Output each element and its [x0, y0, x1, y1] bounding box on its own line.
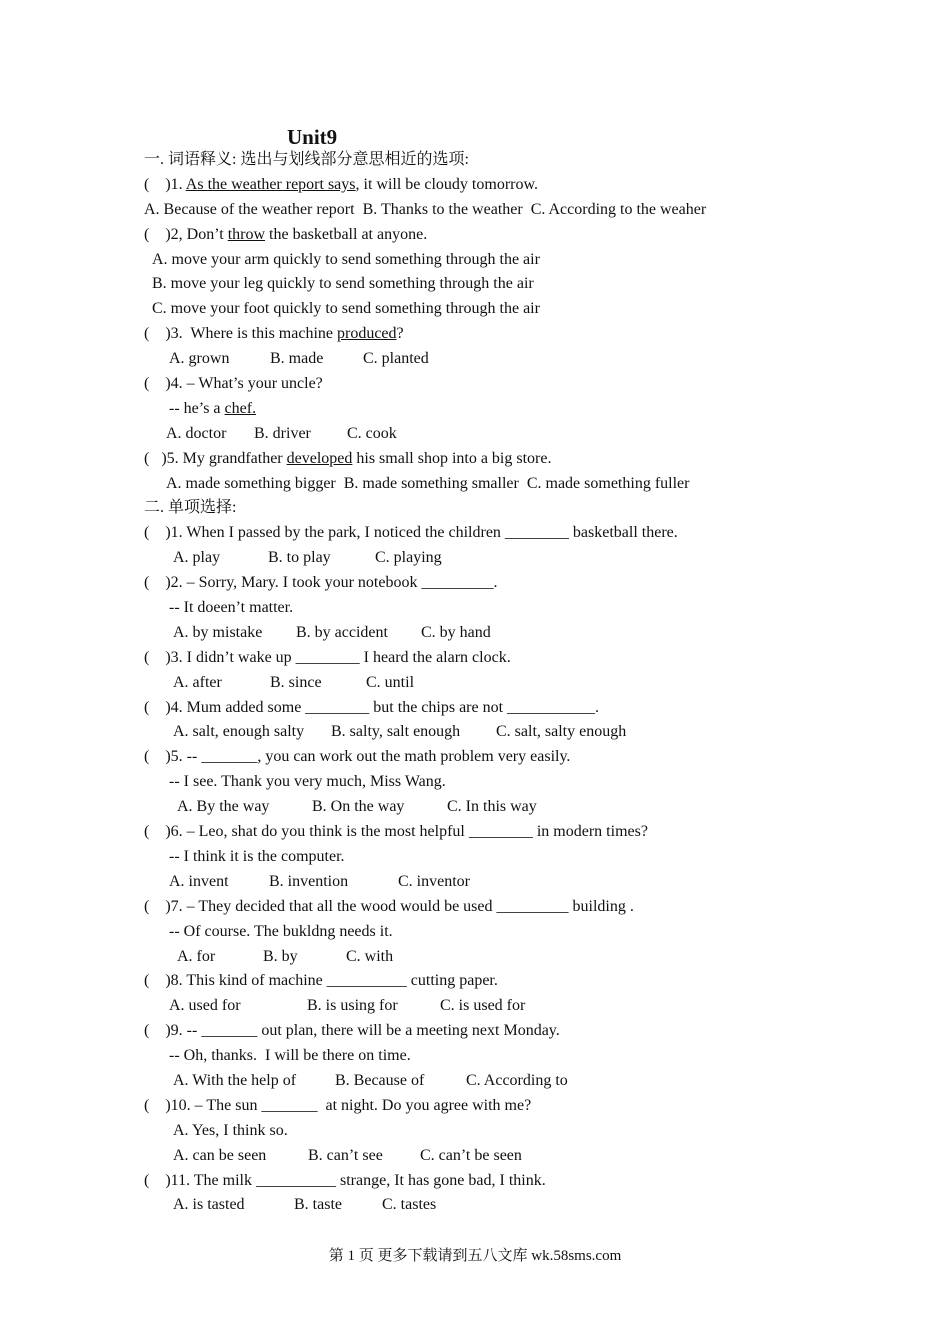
- option-a: A. by mistake: [173, 623, 263, 641]
- option-a: A. salt, enough salty: [173, 723, 305, 741]
- s1-q1-stem: ( )1. As the weather report says, it will be cloudy tomorrow.: [144, 175, 538, 193]
- s2-q9-reply: -- Oh, thanks. I will be there on time.: [169, 1047, 411, 1065]
- s2-q1-stem: ( )1. When I passed by the park, I noticed the children ________ basketball there.: [144, 524, 678, 542]
- s2-q9-stem: ( )9. -- _______ out plan, there will be a meeting next Monday.: [144, 1022, 560, 1040]
- s1-q4-options: [144, 422, 890, 447]
- s2-q4-stem: ( )4. Mum added some ________ but the chips are not ___________.: [144, 698, 600, 716]
- option-b: B. since: [270, 673, 322, 691]
- option-a: A. grown: [169, 350, 230, 368]
- s2-q11-options: [144, 1193, 890, 1218]
- option-b: B. invention: [269, 872, 349, 890]
- option-b: B. by accident: [296, 623, 388, 641]
- page-footer: 第 1 页 更多下载请到五八文库 wk.58sms.com: [328, 1248, 622, 1264]
- option-a: A. used for: [169, 997, 241, 1015]
- option-b: B. made: [270, 350, 324, 368]
- s2-q5-reply: -- I see. Thank you very much, Miss Wang.: [169, 773, 446, 791]
- s2-q2-stem: ( )2. – Sorry, Mary. I took your notebook _________.: [144, 574, 498, 592]
- option-a: A. made something bigger: [166, 474, 336, 492]
- s2-q7-stem: ( )7. – They decided that all the wood would be used _________ building .: [144, 897, 634, 915]
- option-b: B. made something smaller: [343, 474, 519, 492]
- s1-q2-stem: ( )2, Don’t throw the basketball at anyone.: [144, 225, 428, 243]
- option-c: C. planted: [363, 350, 429, 368]
- option-c: C. made something fuller: [526, 474, 690, 492]
- option-b: B. Thanks to the weather: [362, 200, 523, 218]
- s2-q6-options: [144, 870, 890, 895]
- option-c: C. is used for: [440, 997, 526, 1015]
- s2-q4-options: [144, 720, 890, 745]
- option-a: A. doctor: [166, 424, 227, 442]
- option-b: B. by: [263, 947, 298, 965]
- s2-q10-options: [144, 1144, 890, 1169]
- s2-q10-reply: A. Yes, I think so.: [173, 1121, 288, 1139]
- s2-q5-stem: ( )5. -- _______, you can work out the math problem very easily.: [144, 748, 571, 766]
- s1-q4-reply: -- he’s a chef.: [169, 399, 257, 417]
- option-a: A. after: [173, 673, 222, 691]
- option-c: C. with: [346, 947, 394, 965]
- worksheet-body: [144, 148, 890, 1218]
- option-a: A. play: [173, 549, 221, 567]
- option-c: C. playing: [375, 549, 442, 567]
- option-b: B. salty, salt enough: [331, 723, 461, 741]
- option-b: B. On the way: [312, 798, 405, 816]
- section2-heading: 二. 单项选择:: [144, 499, 237, 517]
- option-a: A. for: [177, 947, 216, 965]
- option-c: C. According to the weaher: [530, 200, 707, 218]
- option-a: A. Because of the weather report: [144, 200, 355, 218]
- option-b: B. can’t see: [308, 1146, 383, 1164]
- option-b: B. move your leg quickly to send something through the air: [152, 275, 534, 293]
- option-b: B. is using for: [307, 997, 398, 1015]
- s2-q8-options: [144, 994, 890, 1019]
- s2-q6-reply: -- I think it is the computer.: [169, 847, 345, 865]
- s2-q2-reply: -- It doeen’t matter.: [169, 599, 294, 617]
- s2-q11-stem: ( )11. The milk __________ strange, It has gone bad, I think.: [144, 1171, 546, 1189]
- option-c: C. salt, salty enough: [496, 723, 627, 741]
- s2-q7-options: [144, 945, 890, 970]
- s2-q10-stem: ( )10. – The sun _______ at night. Do you agree with me?: [144, 1096, 532, 1114]
- option-c: C. According to: [466, 1071, 568, 1089]
- option-a: A. move your arm quickly to send something through the air: [152, 250, 540, 268]
- option-c: C. cook: [347, 424, 397, 442]
- s1-q4-stem: ( )4. – What’s your uncle?: [144, 375, 323, 393]
- s2-q3-options: [144, 671, 890, 696]
- s2-q9-options: [144, 1069, 890, 1094]
- option-a: A. can be seen: [173, 1146, 267, 1164]
- option-c: C. can’t be seen: [420, 1146, 522, 1164]
- option-a: A. is tasted: [173, 1196, 245, 1214]
- option-c: C. In this way: [447, 798, 537, 816]
- page-title: Unit9: [287, 125, 338, 149]
- option-b: B. to play: [268, 549, 331, 567]
- s2-q7-reply: -- Of course. The bukldng needs it.: [169, 922, 393, 940]
- s1-q3-options: [144, 347, 890, 372]
- s2-q2-options: [144, 621, 890, 646]
- option-c: C. tastes: [382, 1196, 437, 1214]
- s2-q8-stem: ( )8. This kind of machine __________ cutting paper.: [144, 972, 498, 990]
- s1-q3-stem: ( )3. Where is this machine produced?: [144, 325, 404, 343]
- s2-q3-stem: ( )3. I didn’t wake up ________ I heard the alarn clock.: [144, 648, 511, 666]
- option-c: C. inventor: [398, 872, 470, 890]
- s1-q1-options: [144, 198, 890, 223]
- s2-q5-options: [144, 795, 890, 820]
- option-b: B. Because of: [335, 1071, 425, 1089]
- option-c: C. by hand: [421, 623, 491, 641]
- option-a: A. By the way: [177, 798, 270, 816]
- option-a: A. invent: [169, 872, 229, 890]
- section1-heading: 一. 词语释义: 选出与划线部分意思相近的选项:: [144, 151, 469, 168]
- option-c: C. until: [366, 673, 415, 691]
- s2-q6-stem: ( )6. – Leo, shat do you think is the most helpful ________ in modern times?: [144, 823, 648, 841]
- option-b: B. driver: [254, 424, 311, 442]
- s1-q5-stem: ( )5. My grandfather developed his small shop into a big store.: [144, 449, 552, 467]
- option-a: A. With the help of: [173, 1071, 297, 1089]
- s2-q1-options: [144, 546, 890, 571]
- option-c: C. move your foot quickly to send something through the air: [152, 300, 540, 318]
- s1-q5-options: [144, 472, 890, 497]
- option-b: B. taste: [294, 1196, 342, 1214]
